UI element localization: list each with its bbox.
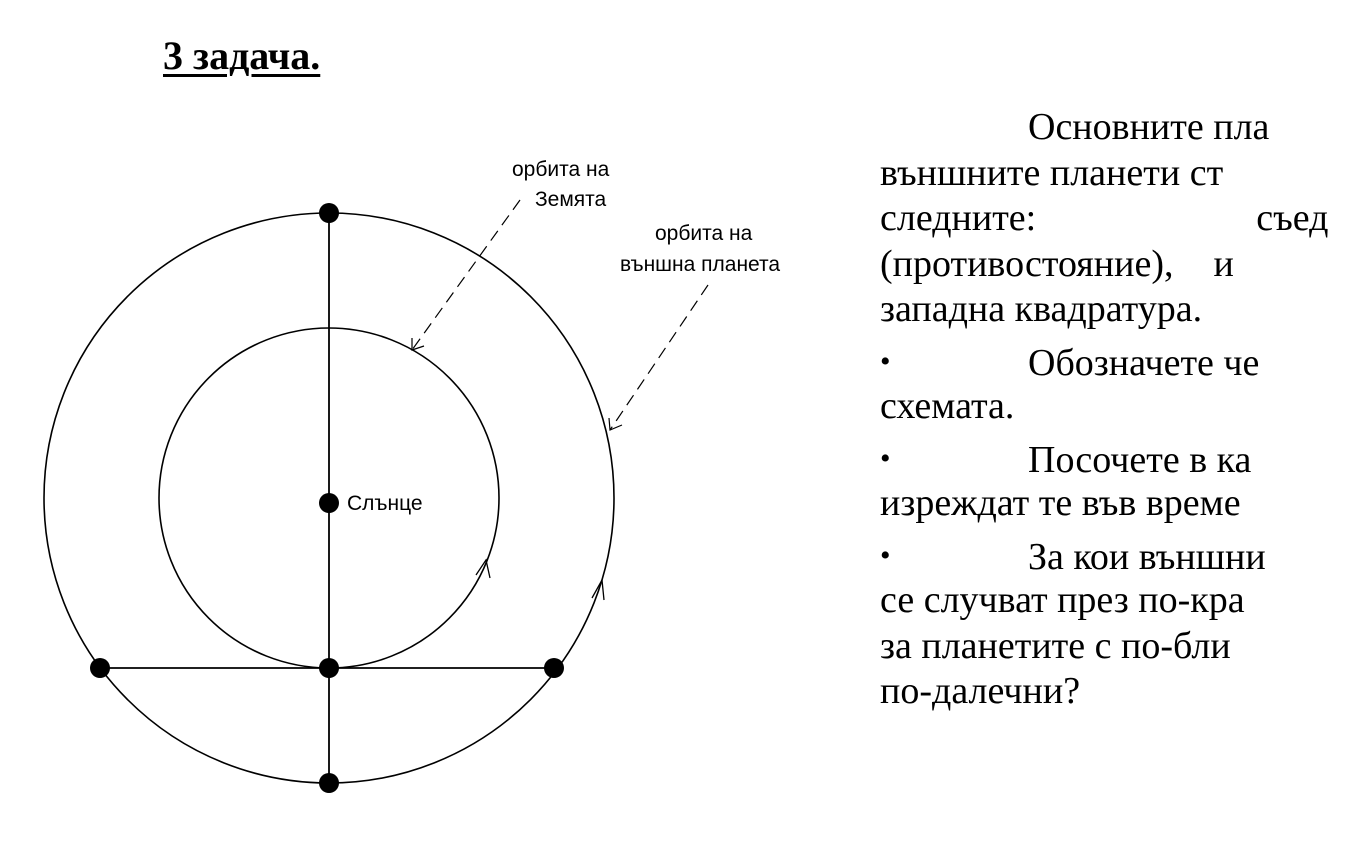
bullet-3: • xyxy=(880,538,891,572)
bullet-3-line-3: за планетите с по-бли xyxy=(880,624,1231,667)
earth-point xyxy=(319,658,339,678)
earth-orbit-label-line2: Земята xyxy=(535,188,607,211)
para-line-1: Основните пла xyxy=(1028,106,1270,148)
sun-point xyxy=(319,493,339,513)
bullet-3-line-1: За кои външни xyxy=(1028,535,1266,578)
sun-label: Слънце xyxy=(347,492,423,515)
outer-orbit-label-line1: орбита на xyxy=(655,222,753,245)
bullet-2: • xyxy=(880,441,891,475)
task-text-region xyxy=(880,105,1348,865)
left-outer-orbit-point xyxy=(90,658,110,678)
bullet-1: • xyxy=(880,344,891,378)
bottom-outer-orbit-point xyxy=(319,773,339,793)
para-line-3a: следните: xyxy=(880,197,1037,239)
task-title: 3 задача. xyxy=(163,33,321,78)
bullet-1-line-2: схемата. xyxy=(880,385,1015,427)
earth-orbit-label-line1: орбита на xyxy=(512,158,610,181)
bullet-3-line-4: по-далечни? xyxy=(880,670,1081,712)
task-text xyxy=(880,105,1348,715)
bullet-1-line-1: Обозначете че xyxy=(1028,341,1260,384)
para-line-4b: и xyxy=(1213,242,1234,285)
para-line-5: западна квадратура. xyxy=(880,288,1203,330)
para-line-3b: съед xyxy=(1256,197,1329,239)
para-line-4a: (противостояние), xyxy=(880,242,1174,285)
outer-orbit-label-line2: външна планета xyxy=(620,253,781,276)
earth-orbit-leader xyxy=(412,200,520,350)
bullet-3-line-2: се случват през по-кра xyxy=(880,579,1245,621)
outer-orbit-leader xyxy=(610,285,708,430)
right-outer-orbit-point xyxy=(544,658,564,678)
bullet-2-line-1: Посочете в ка xyxy=(1028,438,1252,481)
top-outer-orbit-point xyxy=(319,203,339,223)
para-line-2: външните планети ст xyxy=(880,151,1224,194)
bullet-2-line-2: изреждат те във време xyxy=(880,482,1241,524)
